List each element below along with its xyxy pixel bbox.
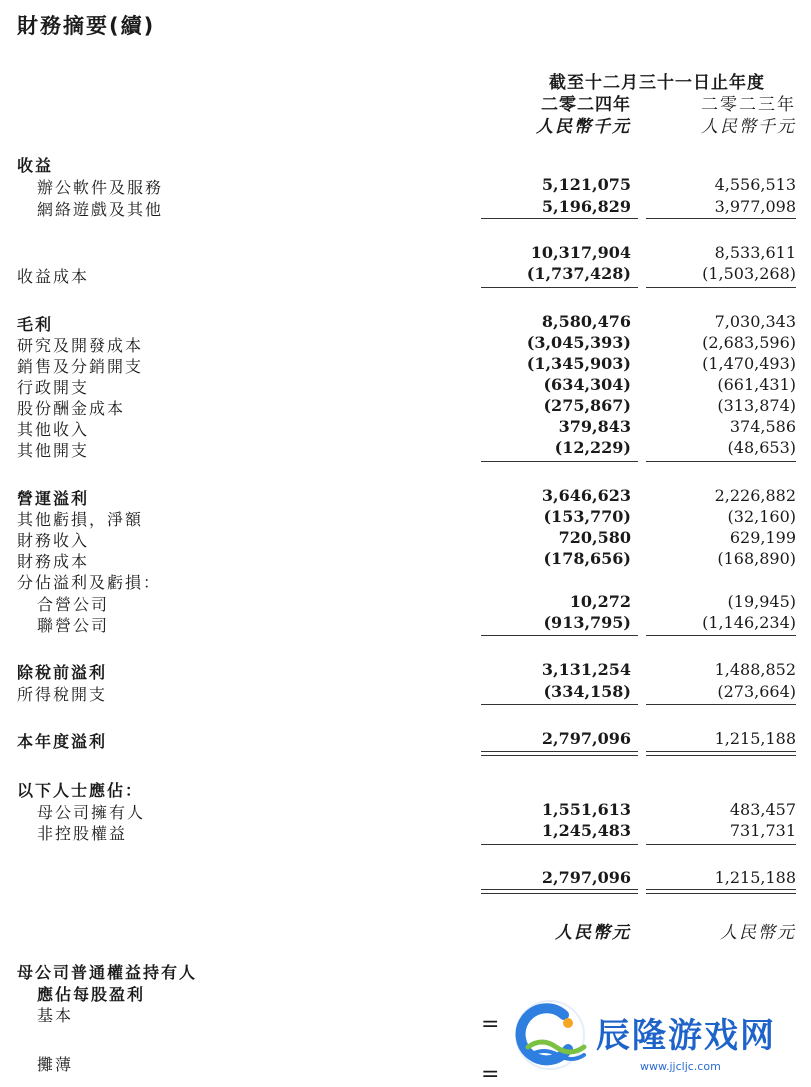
watermark-url: www.jjcljc.com: [640, 1060, 721, 1073]
subtotal-rule: [481, 704, 638, 705]
row-label: 聯營公司: [37, 616, 110, 635]
value-2023: 7,030,343: [714, 312, 796, 331]
double-rule-top: [646, 751, 796, 752]
row-label: 網絡遊戲及其他: [37, 200, 164, 219]
value-2023: (32,160): [727, 507, 796, 526]
subtotal-rule: [481, 218, 638, 219]
subtotal-rule: [481, 287, 638, 288]
value-2023: (1,146,234): [702, 613, 796, 632]
value-2023: (661,431): [717, 375, 796, 394]
value-2024: (913,795): [543, 613, 631, 632]
value-2024: 2,797,096: [541, 729, 631, 748]
section-profit-for-year: 本年度溢利: [17, 732, 108, 751]
value-2023: (313,874): [717, 396, 796, 415]
section-eps-line2: 應佔每股盈利: [37, 985, 146, 1004]
subtotal-rule: [646, 287, 796, 288]
value-2024: 10,272: [569, 592, 631, 611]
value-2023: (2,683,596): [702, 333, 796, 352]
value-2024: 1,245,483: [541, 821, 631, 840]
value-2023: (168,890): [717, 549, 796, 568]
value-2023: (1,470,493): [702, 354, 796, 373]
value-2023: 2,226,882: [714, 486, 796, 505]
row-label: 攤薄: [37, 1055, 74, 1074]
value-2024: (634,304): [543, 375, 631, 394]
value-2024: 720,580: [558, 528, 631, 547]
subtotal-rule: [481, 635, 638, 636]
page-title: 財務摘要(續): [17, 14, 156, 38]
watermark-logo-icon: [506, 997, 596, 1077]
watermark-brand: 辰隆游戏网: [596, 1016, 776, 1056]
period-header: 截至十二月三十一日止年度: [549, 73, 765, 93]
subtotal-rule: [646, 218, 796, 219]
row-label: 基本: [37, 1006, 74, 1025]
value-2024: 1,551,613: [541, 800, 631, 819]
value-2024: (275,867): [543, 396, 631, 415]
row-label: 非控股權益: [37, 824, 128, 843]
value-2023: 1,488,852: [714, 660, 796, 679]
value-2023: (1,503,268): [702, 264, 796, 283]
row-label: 母公司擁有人: [37, 803, 146, 822]
value-2024: 5,121,075: [541, 175, 631, 194]
value-2024: (178,656): [543, 549, 631, 568]
double-rule-bottom: [646, 893, 796, 894]
value-2024: 3,131,254: [541, 660, 631, 679]
row-label: 銷售及分銷開支: [17, 357, 144, 376]
section-gross-profit: 毛利: [17, 315, 54, 334]
double-rule-top: [481, 751, 638, 752]
subtotal-rule: [646, 704, 796, 705]
value-2023: 374,586: [729, 417, 796, 436]
diluted-value-2024: =: [481, 1062, 500, 1087]
subtotal-rule: [481, 844, 638, 845]
year-2023-header: 二零二三年: [701, 95, 796, 115]
row-label: 行政開支: [17, 378, 90, 397]
section-revenue: 收益: [17, 156, 54, 175]
section-profit-before-tax: 除稅前溢利: [17, 663, 108, 682]
value-2023: (19,945): [727, 592, 796, 611]
value-2023: 1,215,188: [714, 868, 796, 887]
double-rule-bottom: [646, 755, 796, 756]
double-rule-bottom: [481, 755, 638, 756]
section-eps-line1: 母公司普通權益持有人: [17, 963, 198, 982]
subtotal-rule: [646, 635, 796, 636]
value-2023: 483,457: [729, 800, 796, 819]
row-label: 收益成本: [17, 267, 90, 286]
row-label: 股份酬金成本: [17, 399, 126, 418]
row-label: 財務收入: [17, 531, 90, 550]
value-2024: (1,737,428): [526, 264, 631, 283]
row-label: 財務成本: [17, 552, 90, 571]
row-label: 研究及開發成本: [17, 336, 144, 355]
value-2024: (1,345,903): [526, 354, 631, 373]
unit-2023-header: 人民幣千元: [701, 117, 796, 137]
value-2024: (153,770): [543, 507, 631, 526]
value-2023: (273,664): [717, 682, 796, 701]
revenue-total-2023: 8,533,611: [714, 243, 796, 262]
value-2023: 4,556,513: [714, 175, 796, 194]
eps-unit-2023: 人民幣元: [720, 923, 796, 943]
unit-2024-header: 人民幣千元: [536, 117, 631, 137]
value-2023: 1,215,188: [714, 729, 796, 748]
section-operating-profit: 營運溢利: [17, 489, 90, 508]
row-label: 其他開支: [17, 441, 90, 460]
value-2024: (12,229): [554, 438, 631, 457]
double-rule-top: [481, 889, 638, 890]
value-2024: 8,580,476: [541, 312, 631, 331]
value-2024: (334,158): [543, 682, 631, 701]
value-2024: 5,196,829: [541, 197, 631, 216]
section-attributable: 以下人士應佔：: [17, 781, 144, 800]
row-label: 合營公司: [37, 595, 110, 614]
row-label: 分佔溢利及虧損：: [17, 573, 162, 592]
value-2024: 2,797,096: [541, 868, 631, 887]
year-2024-header: 二零二四年: [541, 95, 631, 115]
value-2023: 731,731: [729, 821, 796, 840]
basic-value-2024: =: [481, 1012, 500, 1037]
value-2024: 379,843: [558, 417, 631, 436]
row-label: 所得稅開支: [17, 685, 108, 704]
double-rule-top: [646, 889, 796, 890]
value-2023: (48,653): [727, 438, 796, 457]
value-2023: 3,977,098: [714, 197, 796, 216]
row-label: 辦公軟件及服務: [37, 178, 164, 197]
subtotal-rule: [646, 844, 796, 845]
subtotal-rule: [481, 461, 638, 462]
row-label: 其他虧損，淨額: [17, 510, 144, 529]
value-2023: 629,199: [729, 528, 796, 547]
double-rule-bottom: [481, 893, 638, 894]
row-label: 其他收入: [17, 420, 90, 439]
eps-unit-2024: 人民幣元: [555, 923, 631, 943]
value-2024: 3,646,623: [541, 486, 631, 505]
revenue-total-2024: 10,317,904: [530, 243, 631, 262]
subtotal-rule: [646, 461, 796, 462]
value-2024: (3,045,393): [526, 333, 631, 352]
